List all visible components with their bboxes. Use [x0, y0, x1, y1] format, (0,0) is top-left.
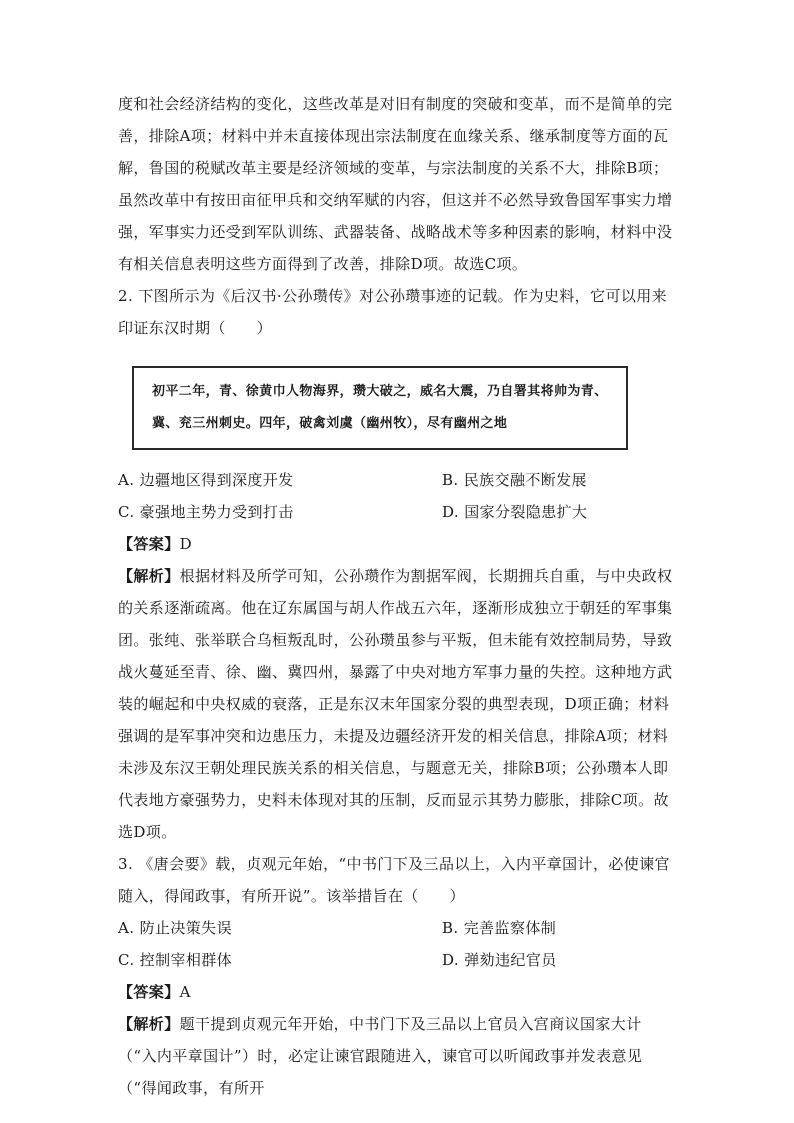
answer-value: A [179, 983, 191, 1001]
analysis-text: 题干提到贞观元年开始，中书门下及三品以上官员入宫商议国家大计（“入内平章国计”）时，必定让谏官跟随进入，谏官可以听闻政事并发表意见（“得闻政事，有所开 [118, 1015, 643, 1097]
question-3-analysis [118, 1008, 678, 1104]
intro-paragraph: 度和社会经济结构的变化，这些改革是对旧有制度的突破和变革，而不是简单的完善，排除A项；材料中并未直接体现出宗法制度在血缘关系、继承制度等方面的瓦解，鲁国的税赋改革主要是经济领域的变革，与宗法制度的关系不大，排除B项；虽然改革中有按田亩征甲兵和交纳军赋的内容，但这并不必然导致鲁国军事实力增强，军事实力还受到军队训练、武器装备、战略战术等多种因素的影响，材料中没有相关信息表明这些方面得到了改善，排除D项。故选C项。 [118, 95, 673, 273]
question-2-options [118, 464, 678, 528]
analysis-text: 根据材料及所学可知，公孙瓒作为割据军阀，长期拥兵自重，与中央政权的关系逐渐疏离。他在辽东属国与胡人作战五六年，逐渐形成独立于朝廷的军事集团。张纯、张举联合乌桓叛乱时，公孙瓒虽参与平叛，但未能有效控制局势，导致战火蔓延至青、徐、幽、冀四州，暴露了中央对地方军事力量的失控。这种地方武装的崛起和中央权威的衰落，正是东汉末年国家分裂的典型表现，D项正确；材料强调的是军事冲突和边患压力，未提及边疆经济开发的相关信息，排除A项；材料未涉及东汉王朝处理民族关系的相关信息，与题意无关，排除B项；公孙瓒本人即代表地方豪强势力，史料未体现对其的压制，反而显示其势力膨胀，排除C项。故选D项。 [118, 567, 673, 841]
analysis-label: 【解析】 [118, 567, 180, 585]
question-3-option-a: A. 防止决策失误 [118, 919, 232, 937]
analysis-label: 【解析】 [118, 1015, 180, 1033]
question-3-option-c: C. 控制宰相群体 [118, 951, 233, 969]
question-2-option-c: C. 豪强地主势力受到打击 [118, 503, 294, 521]
answer-label: 【答案】 [118, 983, 180, 1001]
question-2-analysis [118, 560, 678, 848]
question-2-answer [118, 528, 678, 560]
question-2-stem: 2. 下图所示为《后汉书·公孙瓒传》对公孙瓒事迹的记载。作为史料，它可以用来印证东汉时期（ ） [118, 287, 668, 337]
question-3-option-b: B. 完善监察体制 [442, 919, 557, 937]
answer-label: 【答案】 [118, 535, 180, 553]
document-page [118, 88, 678, 1104]
question-2-option-a: A. 边疆地区得到深度开发 [118, 471, 294, 489]
question-2-quote-box: 初平二年，青、徐黄巾人物海界，瓒大破之，威名大震，乃自署其将帅为青、冀、兖三州刺史。四年，破禽刘虞（幽州牧），尽有幽州之地 [132, 366, 628, 450]
question-3-stem: 3. 《唐会要》载，贞观元年始，“中书门下及三品以上，入内平章国计，必使谏官随入，得闻政事，有所开说”。该举措旨在（ ） [118, 855, 670, 905]
question-3-option-d: D. 弹劾违纪官员 [442, 951, 557, 969]
question-2-option-b: B. 民族交融不断发展 [442, 471, 587, 489]
question-3-answer [118, 976, 678, 1008]
answer-value: D [179, 535, 193, 553]
question-2-option-d: D. 国家分裂隐患扩大 [442, 503, 588, 521]
question-3-options [118, 912, 678, 976]
